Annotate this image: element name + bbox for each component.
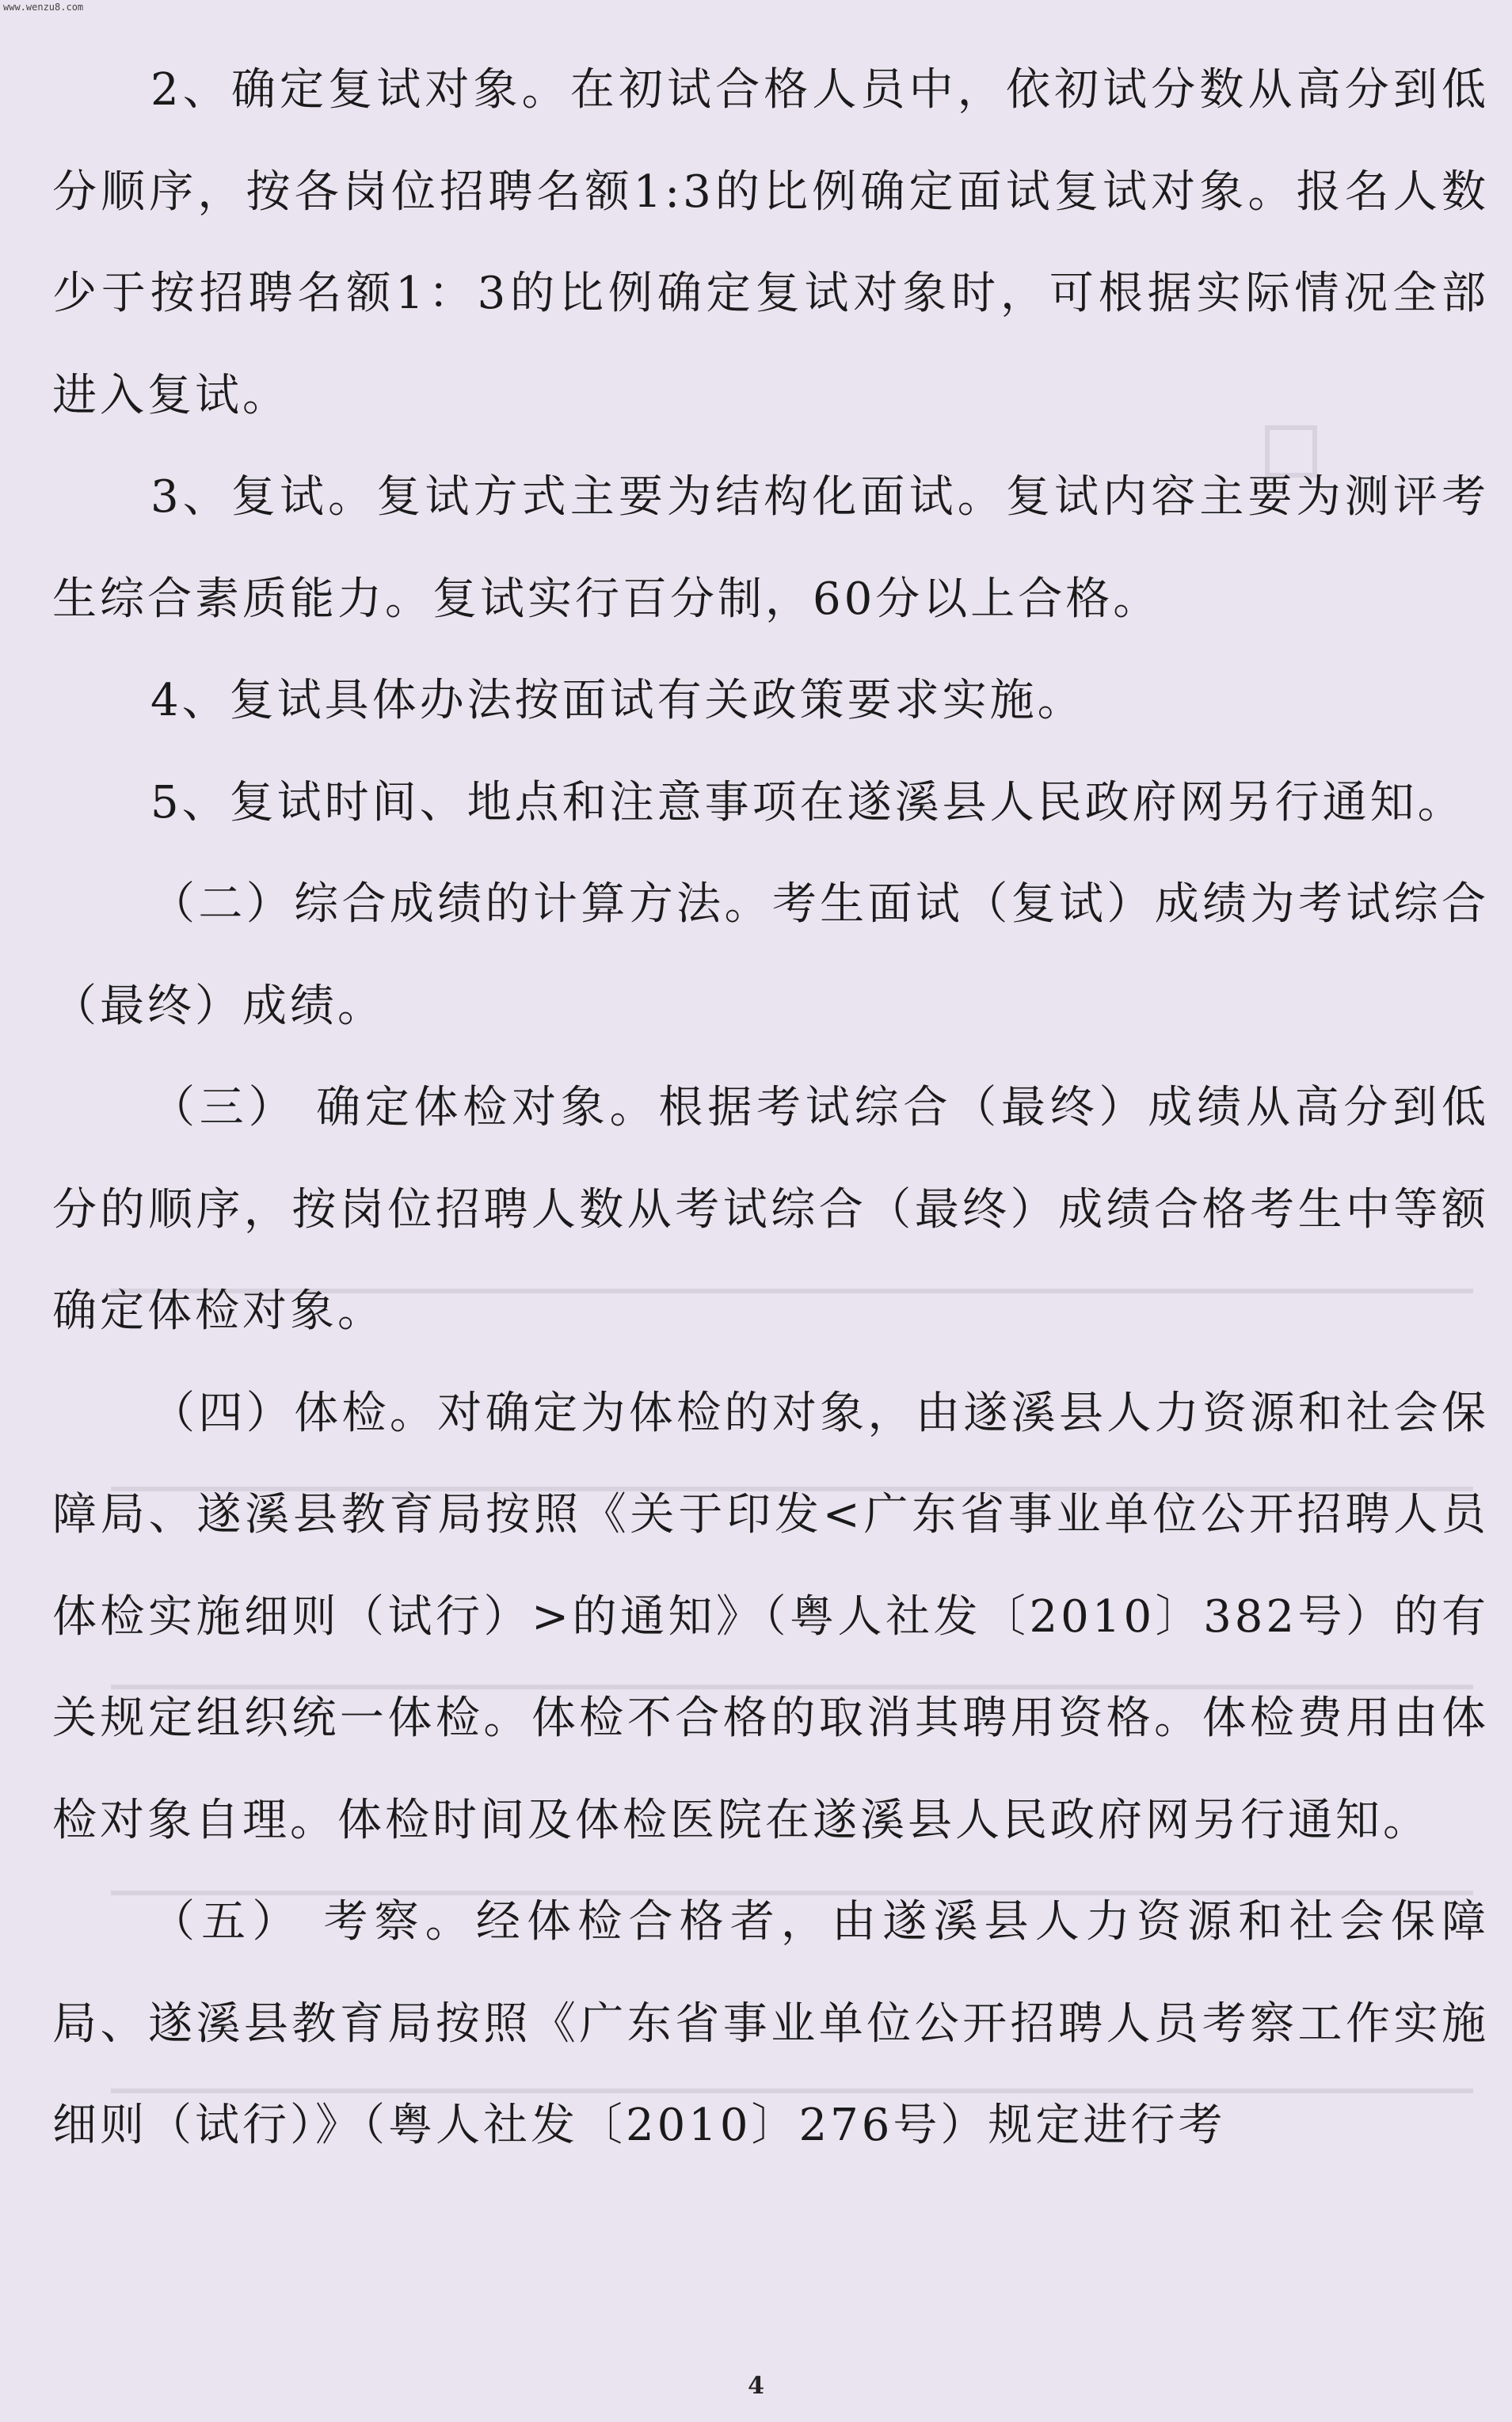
page-number: 4 [748,2372,764,2400]
paragraph-retest-policy: 4、复试具体办法按面试有关政策要求实施。 [150,675,1085,726]
paragraph-medical-exam: （四）体检。对确定为体检的对象，由遂溪县人力资源和社会保障局、遂溪县教育局按照《关于印发<广东省事业单位公开招聘人员体检实施细则（试行）>的通知》（粤人社发〔2010〕382号）的有关规定组织统一体检。体检不合格的取消其聘用资格。体检费用由体检对象自理。体检时间及体检医院在遂溪县人民政府网另行通知。 [52,1387,1489,1846]
paragraph-retest-method: 3、复试。复试方式主要为结构化面试。复试内容主要为测评考生综合素质能力。复试实行百分制，60分以上合格。 [52,471,1489,625]
document-page [52,40,1489,2177]
paragraph-retest-notice: 5、复试时间、地点和注意事项在遂溪县人民政府网另行通知。 [150,776,1465,828]
paragraph-inspection: （五） 考察。经体检合格者，由遂溪县人力资源和社会保障局、遂溪县教育局按照《广东省事业单位公开招聘人员考察工作实施细则（试行）》（粤人社发〔2010〕276号）规定进行考 [52,1896,1489,2151]
paragraph-medical-selection: （三） 确定体检对象。根据考试综合（最终）成绩从高分到低分的顺序，按岗位招聘人数从考试综合（最终）成绩合格考生中等额确定体检对象。 [52,1082,1489,1337]
paragraph-retest-selection: 2、确定复试对象。在初试合格人员中，依初试分数从高分到低分顺序，按各岗位招聘名额1:3的比例确定面试复试对象。报名人数少于按招聘名额1：3的比例确定复试对象时，可根据实际情况全部进入复试。 [52,64,1489,421]
paragraph-score-calculation: （二）综合成绩的计算方法。考生面试（复试）成绩为考试综合（最终）成绩。 [52,878,1489,1032]
watermark: www.wenzu8.com [3,2,84,13]
